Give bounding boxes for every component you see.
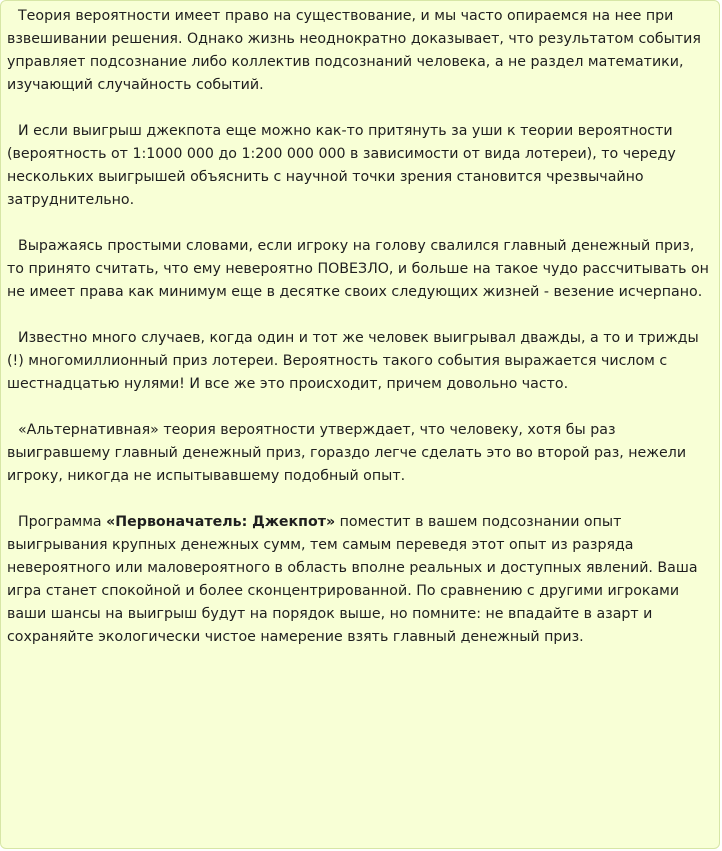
paragraph-jackpot-odds: И если выигрыш джекпота еще можно как-то притянуть за уши к теории вероятности (вероятность от 1:1000 000 до 1:200 000 000 в зависимости от вида лотереи), то череду нескольких выигрышей объяснить с научной точки зрения становится чрезвычайно затруднительно. xyxy=(7,123,676,208)
paragraph-alternative-theory: «Альтернативная» теория вероятности утверждает, что человеку, хотя бы раз выигравшему главный денежный приз, гораздо легче сделать это во второй раз, нежели игроку, никогда не испытывавшему подобный опыт. xyxy=(7,422,687,484)
program-prefix: Программа xyxy=(18,514,107,530)
paragraph-repeat-winners: Известно много случаев, когда один и тот же человек выигрывал дважды, а то и трижды (!) многомиллионный приз лотереи. Вероятность такого события выражается числом с шестнадцатью нулями! И все же это происходит, причем довольно часто. xyxy=(7,330,699,392)
article-body xyxy=(1,1,719,649)
paragraph-program xyxy=(7,511,713,649)
paragraph-lucky-player: Выражаясь простыми словами, если игроку на голову свалился главный денежный приз, то принято считать, что ему невероятно ПОВЕЗЛО, и больше на такое чудо рассчитывать он не имеет права как минимум еще в десятке своих следующих жизней - везение исчерпано. xyxy=(7,238,709,300)
paragraph-probability-theory: Теория вероятности имеет право на существование, и мы часто опираемся на нее при взвешивании решения. Однако жизнь неоднократно доказывает, что результатом события управляет подсознание либо коллектив подсознаний человека, а не раздел математики, изучающий случайность событий. xyxy=(7,8,701,93)
program-description: поместит в вашем подсознании опыт выигрывания крупных денежных сумм, тем самым переведя этот опыт из разряда невероятного или маловероятного в область вполне реальных и доступных явлений. Ваша игра станет спокойной и более сконцентрированной. По сравнению с другими игроками ваши шансы на выигрыш будут на порядок выше, но помните: не впадайте в азарт и сохраняйте экологически чистое намерение взять главный денежный приз. xyxy=(7,514,698,645)
program-name: «Первоначатель: Джекпот» xyxy=(106,514,336,530)
